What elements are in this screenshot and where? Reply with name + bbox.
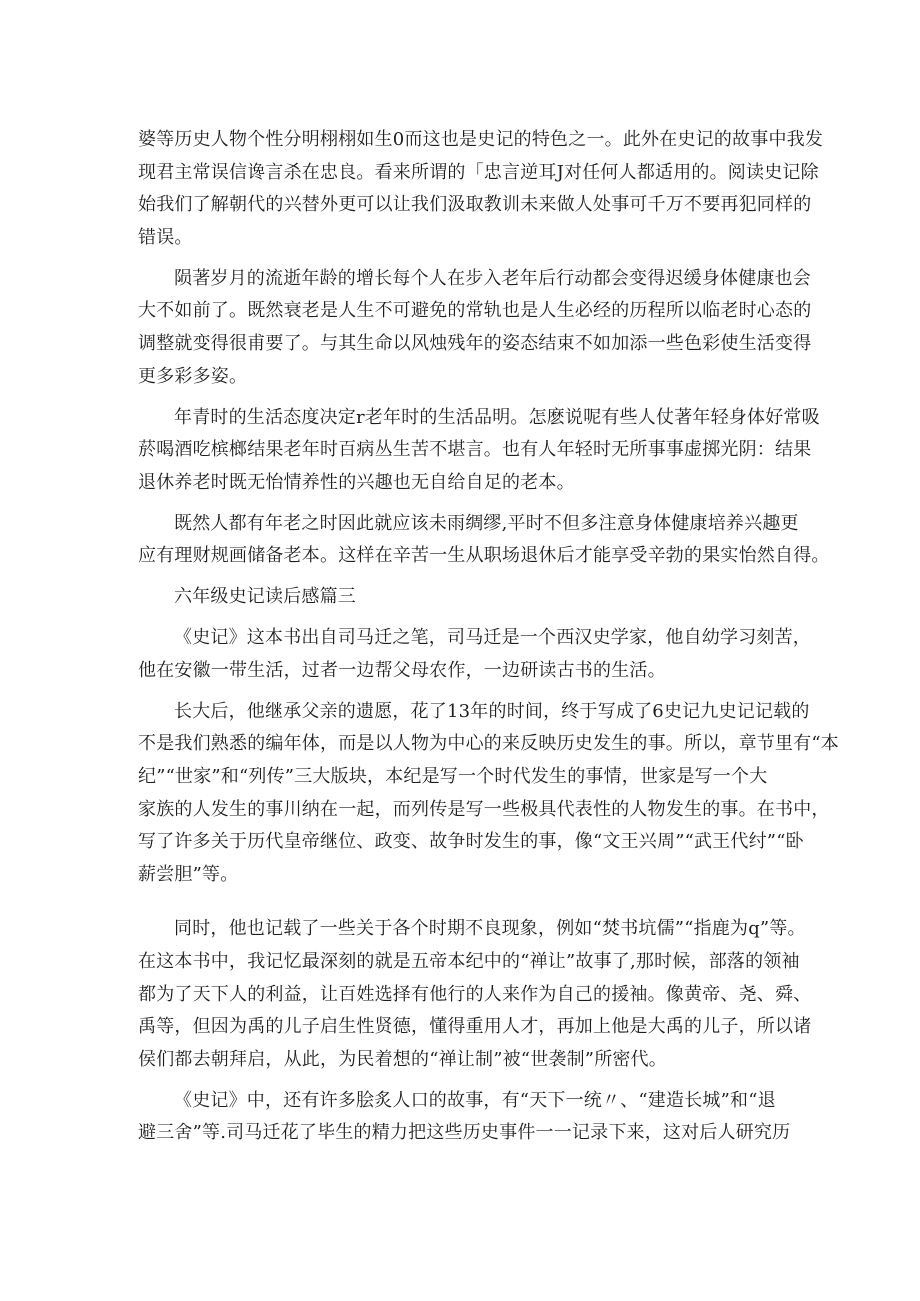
paragraph [138,622,811,687]
text-line: 菸喝酒吃槟榔结果老年时百病丛生苦不堪言。也有人年轻时无所事事虚掷光阴：结果 [138,439,812,461]
text-line: 大不如前了。既然衰老是人生不可避免的常轨也是人生必经的历程所以临老时心态的 [138,300,812,322]
text-line: 六年级史记读后感篇三 [174,586,356,608]
text-line: 侯们都去朝拜启，从此，为民着想的“禅让制”被“世袭制”所密代。 [138,1048,668,1070]
paragraph [138,402,820,500]
text-line: 既然人都有年老之时因此就应该未雨绸缪,平时不但多注意身体健康培养兴趣更 [174,512,799,534]
text-line: 始我们了解朝代的兴替外更可以让我们汲取教训未来做人处事可千万不要再犯同样的 [138,194,812,216]
document-body [138,124,839,1158]
paragraph [138,263,812,393]
paragraph [138,696,839,892]
text-line: 退休养老时既无怡情养性的兴趣也无自给自足的老本。 [138,471,575,493]
paragraph [138,581,788,614]
text-line: 应有理财规画储备老本。这样在辛苦一生从职场退休后才能享受辛勃的果实怡然自得。 [138,545,830,567]
paragraph [138,508,830,573]
text-line: 年青时的生活态度决定r老年时的生活品明。怎麽说呢有些人仗著年轻身体好常吸 [174,406,820,428]
text-line: 《史记》这本书出自司马迁之笔，司马迁是一个西汉史学家，他自幼学习刻苦， [174,627,811,649]
text-line: 写了许多关于历代皇帝继位、政变、故争时发生的事，像“文王兴周”“武王代纣”“卧 [138,831,804,853]
text-line: 薪尝胆”等。 [138,863,239,885]
paragraph [138,913,812,1076]
text-line: 在这本书中，我记忆最深刻的就是五帝本纪中的“禅让”故事了,那时候，部落的领袖 [138,951,800,972]
text-line: 调整就变得很甫要了。与其生命以风烛残年的姿态结束不如加添一些色彩使生活变得 [138,332,812,354]
text-line: 错误。 [138,226,193,248]
text-line: 陨著岁月的流逝年龄的增长每个人在步入老年后行动都会变得迟缓身体健康也会 [174,267,811,289]
text-line: 禹等，但因为禹的儿子启生性贤德，懂得重用人才，再加上他是大禹的儿子，所以诸 [138,1016,812,1038]
paragraph [138,124,824,254]
text-line: 同时，他也记载了一些关于各个时期不良现象，例如“焚书坑儒”“指鹿为q”等。 [174,918,806,940]
text-line: 长大后，他继承父亲的遗愿，花了13年的时间，终于写成了6史记九史记记载的 [174,700,810,722]
text-line: 婆等历史人物个性分明栩栩如生0而这也是史记的特色之一。此外在史记的故事中我发 [138,129,824,150]
text-line: 不是我们熟悉的编年体，而是以人物为中心的来反映历史发生的事。所以，章节里有“本 [138,733,839,755]
text-line: 更多彩多姿。 [138,365,248,387]
paragraph [138,1085,791,1150]
text-line: 现君主常误信谗言杀在忠良。看来所谓的「忠言逆耳J对任何人都适用的。阅读史记除 [138,161,819,183]
text-line: 家族的人发生的事川纳在一起，而列传是写一些极具代表性的人物发生的事。在书中， [138,798,830,820]
text-line: 避三舍”等.司马迁花了毕生的精力把这些历史事件一一记录下来，这对后人研究历 [138,1122,791,1144]
text-line: 《史记》中，还有许多脍炙人口的故事，有“天下一统〃、“建造长城”和“退 [174,1089,776,1111]
text-line: 他在安徽一带生活，过者一边帮父母农作，一边研读古书的生活。 [138,659,666,681]
text-line: 都为了天下人的利益，让百姓选择有他行的人来作为自己的援袖。像黄帝、尧、舜、 [138,983,812,1005]
text-line: 纪”“世家”和“列传”三大版块，本纪是写一个时代发生的事情，世家是写一个大 [138,766,768,788]
